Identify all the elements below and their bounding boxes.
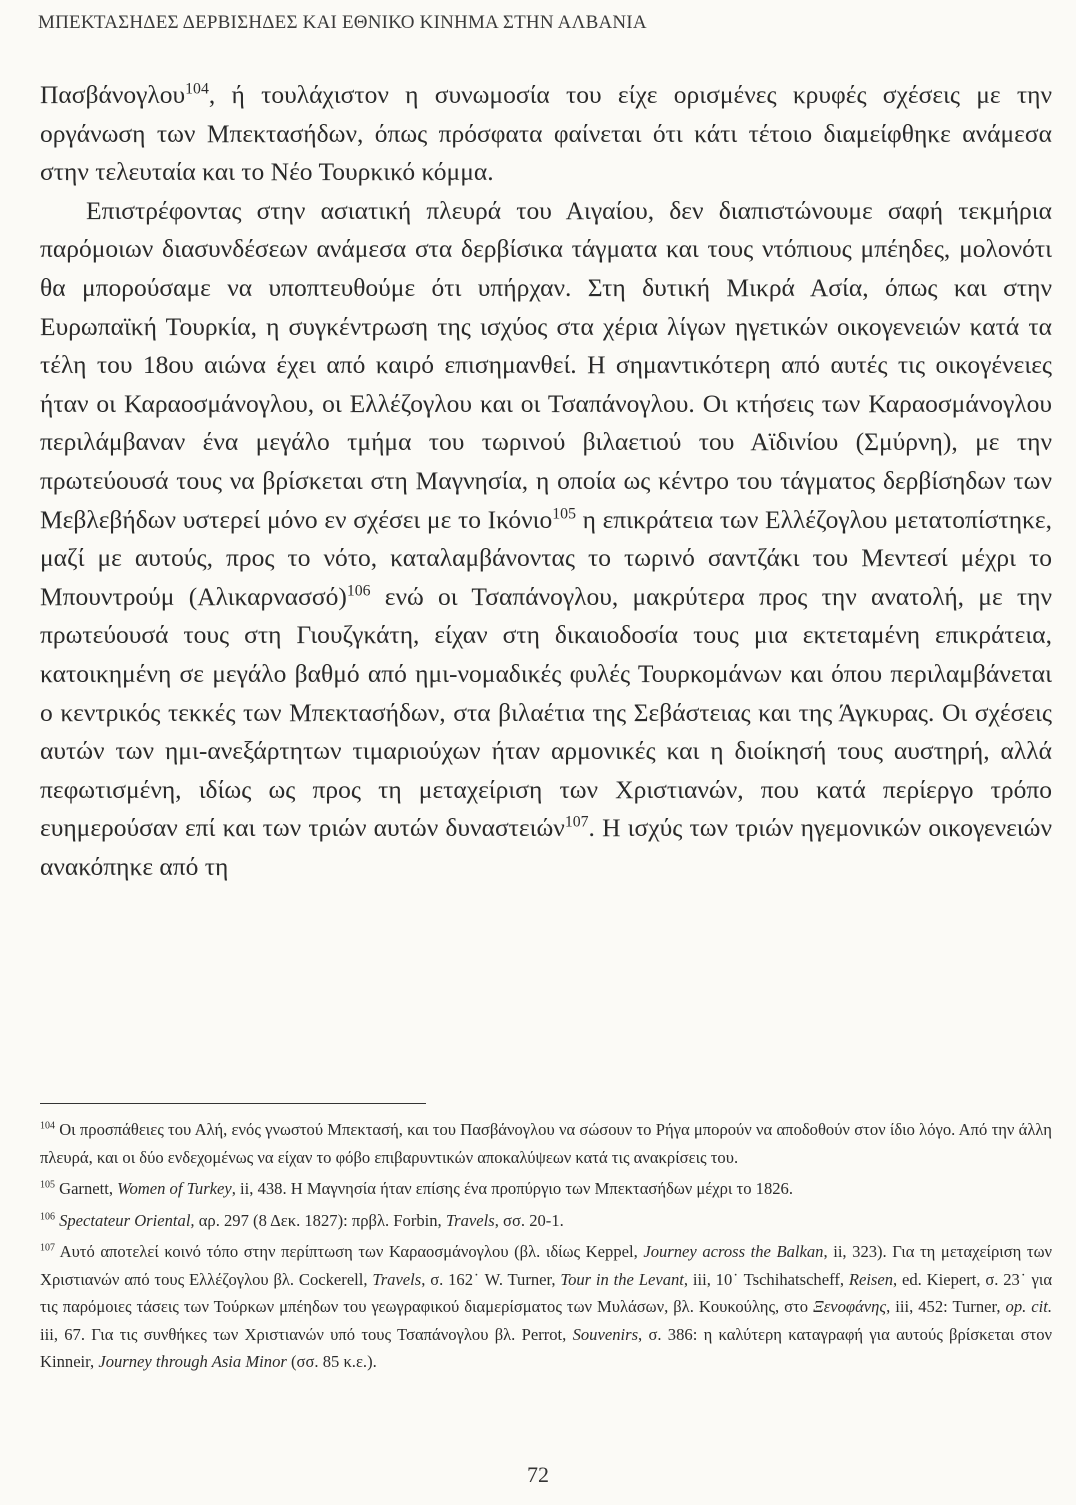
footnote-number: 107 [40, 1242, 55, 1254]
footnote-separator [40, 1103, 426, 1104]
citation-title: Spectateur Oriental, [54, 1210, 195, 1230]
footnote-text: Αυτό αποτελεί κοινό τόπο στην περίπτωση των Καραοσμάνογλου (βλ. ιδίως Keppel, [54, 1242, 644, 1261]
footnote-number: 104 [40, 1120, 55, 1132]
footnote-text: (σσ. 85 κ.ε.). [286, 1352, 377, 1371]
footnote-text: , σσ. 20-1. [494, 1210, 564, 1230]
citation-title: Journey across the Balkan [643, 1242, 824, 1261]
citation-title: Ξενοφάνης [813, 1297, 887, 1316]
footnote-text: , ii, 323). Για τη μεταχείριση των Χριστιανών από τους Ελλέζογλου βλ. Cockerell, [40, 1242, 1052, 1289]
footnote-text: , σ. 386: η καλύτερη καταγραφή για αυτούς βρίσκεται στον Kinneir, [40, 1324, 1052, 1371]
footnote-number: 105 [40, 1179, 55, 1191]
paragraph-1 [40, 76, 1052, 192]
citation-title: Travels [445, 1210, 495, 1230]
footnote-106 [40, 1207, 1052, 1235]
text-run: η επικράτεια των Ελλέζογλου μετατοπίστηκε, μαζί με αυτούς, προς το νότο, καταλαμβάνοντας το τωρινό σαντζάκι του Μεντεσί μέχρι το Μπουντρούμ (Αλικαρνασσό) [40, 504, 1052, 611]
citation-title: Tour in the Levant [560, 1269, 684, 1289]
citation-title: Reisen [848, 1269, 894, 1289]
text-run: , ή τουλάχιστον η συνωμοσία του είχε ορισμένες κρυφές σχέσεις με την οργάνωση των Μπεκτασήδων, όπως πρόσφατα φαίνεται ότι κάτι τέτοιο διαμείφθηκε ανάμεσα στην τελευταία και το Νέο Τουρκικό κόμμα. [40, 80, 1052, 187]
footnote-ref-104: 104 [185, 80, 209, 98]
footnote-number: 106 [40, 1210, 55, 1222]
running-header: ΜΠΕΚΤΑΣΗΔΕΣ ΔΕΡΒΙΣΗΔΕΣ ΚΑΙ ΕΘΝΙΚΟ ΚΙΝΗΜΑ ΣΤΗΝ ΑΛΒΑΝΙΑ [38, 12, 647, 33]
footnote-text: Οι προσπάθειες του Αλή, ενός γνωστού Μπεκτασή, και του Πασβάνογλου να σώσουν το Ρήγα μπορούν να αποδοθούν στον ίδιο λόγο. Από την άλλη πλευρά, και οι δύο ενδεχομένως να είχαν το φόβο επιβαρυντικών αποκαλύψεων κατά τις ανακρίσεις του. [40, 1120, 1052, 1167]
citation-title: op. cit. [1005, 1297, 1052, 1316]
citation-title: Women of Turkey [117, 1179, 232, 1198]
text-run: Επιστρέφοντας στην ασιατική πλευρά του Αιγαίου, δεν διαπιστώνουμε σαφή τεκμήρια παρόμοιων διασυνδέσεων ανάμεσα στα δερβίσικα τάγματα και τους ντόπιους μπέηδες, μολονότι θα μπορούσαμε να υποπτευθούμε ότι υπήρχαν. Στη δυτική Μικρά Ασία, όπως και στην Ευρωπαϊκή Τουρκία, η συγκέντρωση της ισχύος στα χέρια λίγων ηγετικών οικογενειών κατά τα τέλη του 18ου αιώνα έχει από καιρό επισημανθεί. Η σημαντικότερη από αυτές τις οικογένειες ήταν οι Καραοσμάνογλου, οι Ελλέζογλου και οι Τσαπάνογλου. Οι κτήσεις των Καραοσμάνογλου περιλάμβαναν ένα μεγάλο τμήμα του τωρινού βιλαετιού του Αϊδινίου (Σμύρνη), με την πρωτεύουσά τους να βρίσκεται στη Μαγνησία, η οποία ως κέντρο του τάγματος δερβίσηδων των Μεβλεβήδων υστερεί μόνο εν σχέσει με το Ικόνιο [40, 195, 1052, 534]
page-number: 72 [527, 1462, 549, 1487]
citation-title: Journey through Asia Minor [98, 1352, 287, 1371]
footnote-text: Garnett, [54, 1179, 118, 1198]
citation-title: Travels [372, 1269, 422, 1289]
footnotes [40, 1116, 1052, 1380]
footnote-text: , ed. Kiepert, σ. 23˙ για τις παρόμοιες τάσεις των Τούρκων μπέηδων του γεωγραφικού διαμερίσματος των Μυλάσων, βλ. Κουκούλης, στο [40, 1269, 1053, 1316]
text-run: . Η ισχύς των τριών ηγεμονικών οικογενειών ανακόπηκε από τη [40, 813, 1052, 881]
footnote-ref-107: 107 [564, 813, 589, 831]
footnote-text: , ii, 438. Η Μαγνησία ήταν επίσης ένα προπύργιο των Μπεκτασήδων μέχρι το 1826. [231, 1179, 793, 1198]
footnote-text: αρ. 297 (8 Δεκ. 1827): πρβλ. Forbin, [194, 1210, 446, 1230]
text-run: Πασβάνογλου [40, 80, 186, 109]
footnote-105 [40, 1175, 1052, 1203]
footnote-ref-106: 106 [346, 582, 371, 600]
citation-title: Souvenirs [572, 1324, 639, 1344]
footnote-107 [40, 1238, 1052, 1376]
text-run: ενώ οι Τσαπάνογλου, μακρύτερα προς την ανατολή, με την πρωτεύουσά τους στη Γιουζγκάτη, είχαν στη δικαιοδοσία τους μια εκτεταμένη επικράτεια, κατοικημένη σε μεγάλο βαθμό από ημι-νομαδικές φυλές Τουρκομάνων και όπου περιλαμβάνεται ο κεντρικός τεκκές των Μπεκτασήδων, στα βιλαέτια της Σεβάστειας και της Άγκυρας. Οι σχέσεις αυτών των ημι-ανεξάρτητων τιμαριούχων ήταν αρμονικές και η διοίκησή τους αυστηρή, αλλά πεφωτισμένη, ιδίως ως προς τη μεταχείριση των Χριστιανών, που κατά περίεργο τρόπο ευημερούσαν επί και των τριών αυτών δυναστειών [40, 581, 1052, 843]
footnote-text: , σ. 162˙ W. Turner, [421, 1269, 561, 1289]
paragraph-2 [40, 192, 1052, 887]
footnote-text: iii, 67. Για τις συνθήκες των Χριστιανών υπό τους Τσαπάνογλου βλ. Perrot, [40, 1324, 573, 1344]
main-text [40, 76, 1052, 886]
footnote-text: , iii, 10˙ Tschihatscheff, [683, 1269, 849, 1289]
footnote-104 [40, 1116, 1052, 1171]
footnote-text: , iii, 452: Turner, [886, 1297, 1006, 1316]
footnote-ref-105: 105 [552, 505, 576, 523]
